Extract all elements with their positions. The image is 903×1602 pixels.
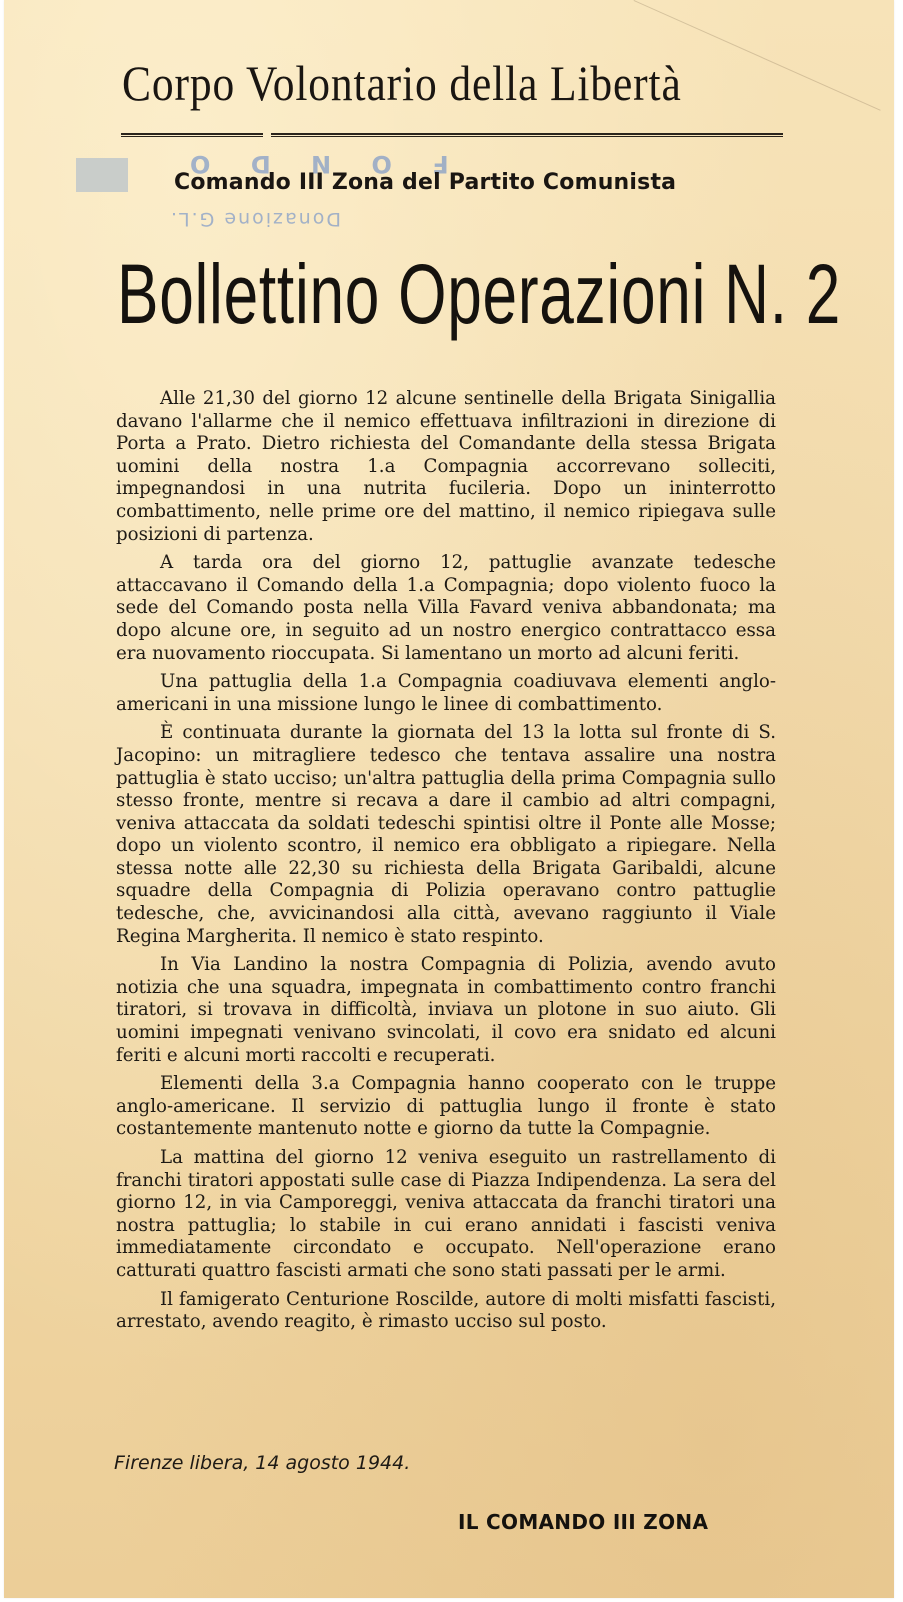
archive-stamp-top-text: F O N D O — [174, 150, 449, 178]
document-page — [4, 0, 894, 1598]
paragraph: Il famigerato Centurione Roscilde, autore di molti misfatti fascisti, arrestato, avendo reagito, è rimasto ucciso sul posto. — [116, 1288, 776, 1333]
archive-stamp-mark — [76, 158, 128, 192]
paragraph: Alle 21,30 del giorno 12 alcune sentinelle della Brigata Sinigallia davano l'allarme che il nemico effettuava infiltrazioni in direzione di Porta a Prato. Dietro richiesta del Comandante della stessa Brigata uomini della nostra 1.a Compagnia accorrevano solleciti, impegnandosi in una nutrita fucileria. Dopo un ininterrotto combattimento, nelle prime ore del mattino, il nemico ripiegava sulle posizioni di partenza. — [116, 388, 776, 545]
signature: IL COMANDO III ZONA — [458, 1510, 709, 1534]
organization-heading: Corpo Volontario della Libertà — [122, 55, 682, 111]
bulletin-body — [116, 388, 776, 1340]
dateline: Firenze libera, 14 agosto 1944. — [114, 1452, 411, 1474]
double-rule-left — [121, 133, 263, 137]
archive-stamp-bottom-text: Donazione G.L. — [169, 208, 341, 230]
paragraph: Una pattuglia della 1.a Compagnia coadiuvava elementi anglo-americani in una missione lungo le linee di combattimento. — [116, 671, 776, 715]
paragraph: È continuata durante la giornata del 13 la lotta sul fronte di S. Jacopino: un mitragliere tedesco che tentava assalire una nostra pattuglia è stato ucciso; un'altra pattuglia della prima Compagnia sullo stesso fronte, mentre si recava a dare il cambio ad altri compagni, veniva attaccata da soldati tedeschi spintisi oltre il Ponte alle Mosse; dopo un violento scontro, il nemico era obbligato a ripiegare. Nella stessa notte alle 22,30 su richiesta della Brigata Garibaldi, alcune squadre della Compagnia di Polizia operavano contro pattuglie tedesche, che, avvicinandosi alla città, avevano raggiunto il Viale Regina Margherita. Il nemico è stato respinto. — [116, 722, 776, 947]
paragraph: In Via Landino la nostra Compagnia di Polizia, avendo avuto notizia che una squadra, impegnata in combattimento contro franchi tiratori, si trovava in difficoltà, inviava un plotone in suo aiuto. Gli uomini impegnati venivano svincolati, il covo era snidato ed alcuni feriti e alcuni morti raccolti e recuperati. — [116, 954, 776, 1066]
paragraph: Elementi della 3.a Compagnia hanno cooperato con le truppe anglo-americane. Il servizio di pattuglia lungo il fronte è stato costantemente mantenuto notte e giorno da tutte la Compagnie. — [116, 1073, 776, 1140]
paragraph: A tarda ora del giorno 12, pattuglie avanzate tedesche attaccavano il Comando della 1.a Compagnia; dopo violento fuoco la sede del Comando posta nella Villa Favard veniva abbandonata; ma dopo alcune ore, in seguito ad un nostro energico contrattacco essa era nuovamento rioccupata. Si lamentano un morto ad alcuni feriti. — [116, 552, 776, 664]
command-subheading: Comando III Zona del Partito Comunista — [174, 170, 677, 195]
paragraph: La mattina del giorno 12 veniva eseguito un rastrellamento di franchi tiratori appostati sulle case di Piazza Indipendenza. La sera del giorno 12, in via Camporeggi, veniva attaccata da franchi tiratori una nostra pattuglia; lo stabile in cui erano annidati i fascisti veniva immediatamente circondato e occupato. Nell'operazione erano catturati quattro fascisti armati che sono stati passati per le armi. — [116, 1147, 776, 1281]
double-rule-right — [271, 133, 783, 137]
bulletin-title: Bollettino Operazioni N. 2 — [117, 247, 842, 341]
